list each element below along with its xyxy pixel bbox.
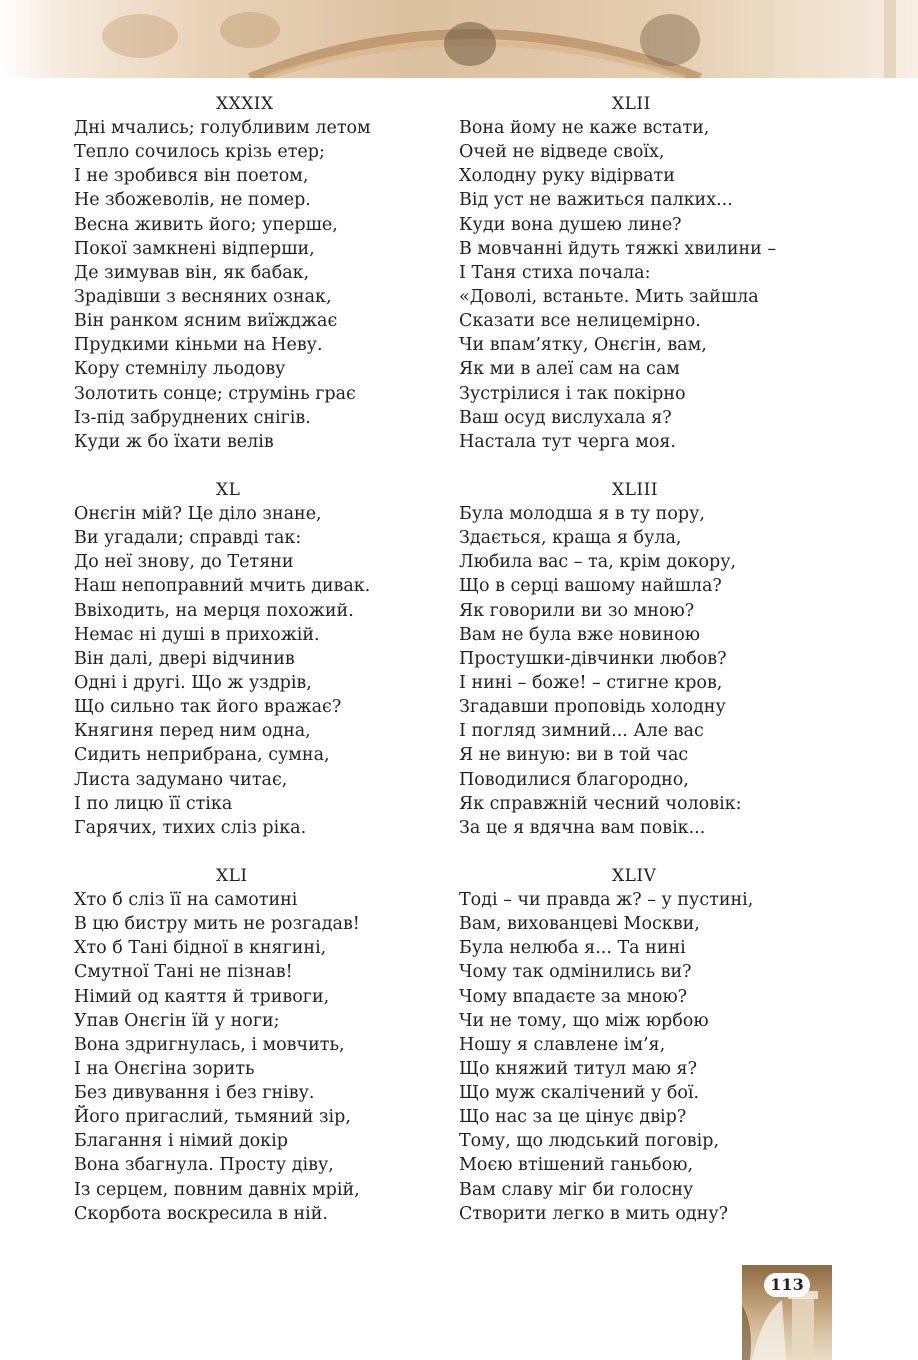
verse-line: Чи не тому, що між юрбою <box>459 1010 709 1031</box>
verse-line: Без дивування і без гніву. <box>74 1083 315 1104</box>
verse-line: Створити легко в мить одну? <box>459 1203 729 1224</box>
verse-line: Простушки-дівчинки любов? <box>459 648 727 669</box>
header-decoration <box>0 0 918 78</box>
verse-line: Чому впадаєте за мною? <box>459 986 688 1007</box>
verse-line: Що в серці вашому найшла? <box>459 576 722 597</box>
verse-line: Золотить сонце; струмінь грає <box>74 383 356 404</box>
verse-line: Листа задумано читає, <box>74 769 288 790</box>
verse-line: Куди вона душею лине? <box>459 214 682 235</box>
verse-line: Що сильно так його вражає? <box>74 697 342 718</box>
verse-line: Вона йому не каже встати, <box>459 118 710 138</box>
verse-line: Немає ні душі в прихожій. <box>74 624 320 645</box>
verse-line: Здається, краща я була, <box>459 528 682 549</box>
verse-line: Його пригаслий, тьмяний зір, <box>74 1107 351 1128</box>
verse-line: Скорбота воскресила в ній. <box>74 1203 328 1224</box>
verse-line: Онєгін мій? Це діло знане, <box>74 503 322 524</box>
verse-line: І на Онєгіна зорить <box>74 1058 255 1079</box>
verse-line: Тепло сочилось крізь етер; <box>74 142 325 163</box>
verse-line: Смутної Тані не пізнав! <box>74 962 293 983</box>
verse-line: Ваш осуд вислухала я? <box>459 407 672 428</box>
verse-line: Ношу я славлене ім’я, <box>459 1034 666 1055</box>
verse-line: Що княжий титул маю я? <box>459 1058 697 1079</box>
verse-line: Очей не відведе своїх, <box>459 142 665 163</box>
stanza-number: XL <box>216 479 241 500</box>
verse-line: Де зимував він, як бабак, <box>74 262 310 283</box>
verse-line: Як ми в алеї сам на сам <box>459 359 680 380</box>
verse-line: Ви угадали; справді так: <box>74 528 302 549</box>
verse-line: Він далі, двері відчинив <box>74 648 295 669</box>
verse-line: Я не виную: ви в той час <box>459 745 689 766</box>
verse-line: Покої замкнені відперши, <box>74 238 315 259</box>
verse-line: Прудкими кіньми на Неву. <box>74 335 323 356</box>
verse-line: Гарячих, тихих сліз ріка. <box>74 817 307 838</box>
verse-line: Княгиня перед ним одна, <box>74 721 311 742</box>
verse-line: Що муж скалічений у бої. <box>459 1083 700 1104</box>
verse-line: «Доволі, встаньте. Мить зайшла <box>459 286 759 307</box>
verse-line: Моєю втішений ганьбою, <box>459 1155 694 1176</box>
verse-line: Холодну руку відірвати <box>459 166 675 187</box>
verse-line: Вам не була вже новиною <box>459 624 701 645</box>
verse-line: Не збожеволів, не помер. <box>74 190 311 211</box>
verse-line: Наш непоправний мчить дивак. <box>74 576 371 597</box>
verse-line: Сидить неприбрана, сумна, <box>74 745 330 766</box>
left-column <box>74 92 444 1226</box>
stanza <box>459 478 839 840</box>
verse-line: Вам, вихованцеві Москви, <box>459 914 700 935</box>
verse-line: Була нелюба я... Та нині <box>459 938 686 959</box>
verse-line: І Таня стиха почала: <box>459 262 651 283</box>
verse-line: Поводилися благородно, <box>459 769 689 790</box>
verse-line: Вона збагнула. Просту діву, <box>74 1155 334 1176</box>
verse-line: Одні і другі. Що ж уздрів, <box>74 672 312 693</box>
verse-line: Вам славу міг би голосну <box>459 1179 694 1200</box>
verse-line: Хто б Тані бідної в княгині, <box>74 938 327 959</box>
verse-line: Зрадівши з весняних ознак, <box>74 286 332 307</box>
verse-line: Хто б сліз її на самотині <box>74 889 298 910</box>
stanza-number: XLII <box>612 94 651 114</box>
verse-line: І не зробився він поетом, <box>74 166 309 187</box>
verse-line: Вона здригнулась, і мовчить, <box>74 1034 345 1055</box>
stanza <box>74 478 444 840</box>
page-number: 113 <box>764 1273 810 1297</box>
verse-line: І погляд зимний... Але вас <box>459 721 704 742</box>
verse-line: Упав Онєгін їй у ноги; <box>74 1010 280 1031</box>
verse-line: І нині – боже! – стигне кров, <box>459 672 723 693</box>
verse-line: Як справжній чесний чоловік: <box>459 793 742 814</box>
verse-line: Що нас за це цінує двір? <box>459 1107 687 1128</box>
verse-line: Із серцем, повним давніх мрій, <box>74 1179 360 1200</box>
verse-line: Була молодша я в ту пору, <box>459 503 705 524</box>
verse-line: Згадавши проповідь холодну <box>459 697 726 718</box>
stanza-number: XLIV <box>612 865 657 886</box>
stanza <box>459 92 839 454</box>
verse-line: Настала тут черга моя. <box>459 431 676 452</box>
verse-line: До неї знову, до Тетяни <box>74 552 294 573</box>
verse-line: Німий од каяття й тривоги, <box>74 986 330 1007</box>
verse-line: Сказати все нелицемірно. <box>459 311 701 332</box>
verse-line: Як говорили ви зо мною? <box>459 600 695 621</box>
stanza <box>74 92 444 454</box>
verse-line: Кору стемнілу льодову <box>74 359 286 380</box>
verse-line: Чи впам’ятку, Онєгін, вам, <box>459 335 707 356</box>
verse-line: В цю бистру мить не розгадав! <box>74 914 360 935</box>
verse-line: Любила вас – та, крім докору, <box>459 552 737 573</box>
verse-line: Благання і німий докір <box>74 1131 288 1152</box>
verse-line: В мовчанні йдуть тяжкі хвилини – <box>459 238 777 259</box>
verse-line: Чому так одмінились ви? <box>459 962 692 983</box>
verse-line: І по лицю її стіка <box>74 793 233 814</box>
verse-line: Ввіходить, на мерця похожий. <box>74 600 354 621</box>
stanza-number: XLIII <box>612 479 659 500</box>
verse-line: За це я вдячна вам повік... <box>459 817 706 838</box>
verse-line: Тому, що людський поговір, <box>459 1131 720 1152</box>
right-column <box>459 92 839 1226</box>
verse-line: Весна живить його; уперше, <box>74 214 338 235</box>
verse-line: Він ранком ясним виїжджає <box>74 311 338 332</box>
verse-line: Тоді – чи правда ж? – у пустині, <box>459 889 754 910</box>
verse-line: Від уст не важиться палких... <box>459 190 733 211</box>
verse-line: Куди ж бо їхати велів <box>74 431 274 452</box>
stanza <box>459 864 839 1226</box>
stanza-number: XXXIX <box>216 94 274 114</box>
architecture-illustration <box>0 0 918 78</box>
verse-line: Із-під забруднених снігів. <box>74 407 311 428</box>
verse-line: Зустрілися і так покірно <box>459 383 686 404</box>
stanza-number: XLI <box>216 865 248 886</box>
verse-line: Дні мчались; голубливим летом <box>74 118 371 138</box>
stanza <box>74 864 444 1226</box>
